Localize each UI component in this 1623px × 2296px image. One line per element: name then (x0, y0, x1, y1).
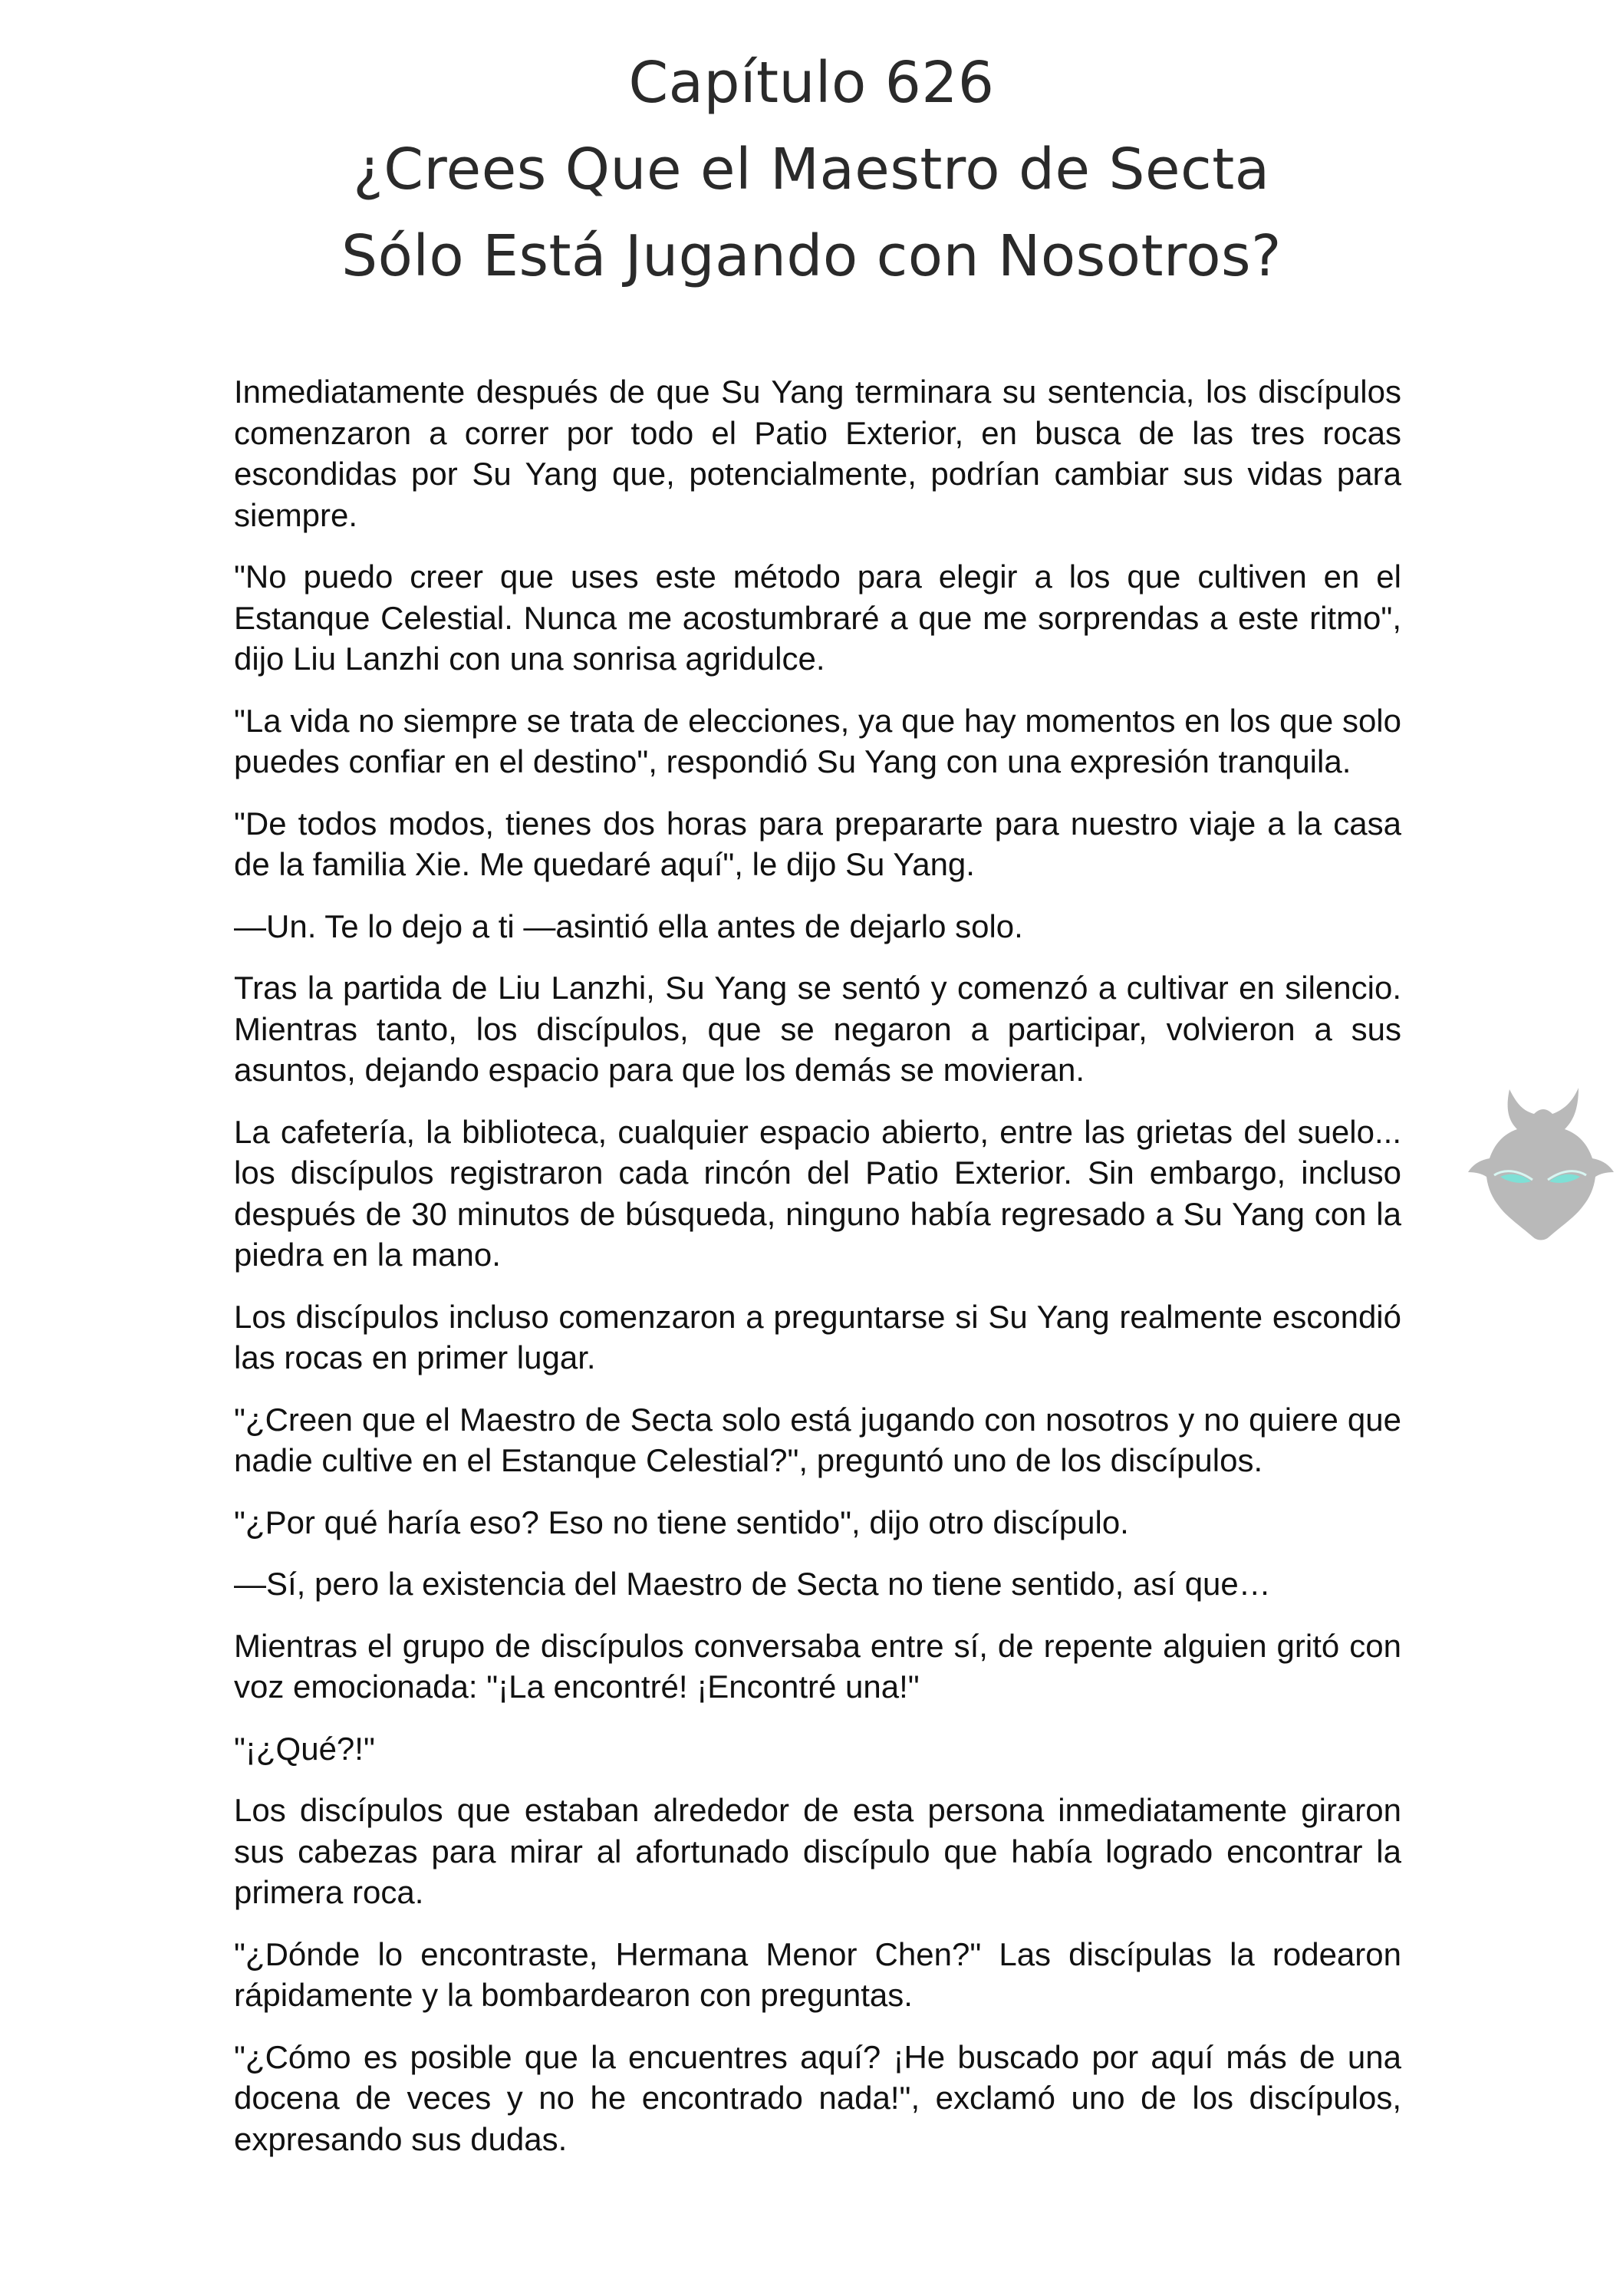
paragraph: Tras la partida de Liu Lanzhi, Su Yang se sentó y comenzó a cultivar en silencio. Mientras tanto, los discípulos, que se negaron a participar, volvieron a sus asuntos, dejando espacio para que los demás se movieran. (234, 970, 1401, 1088)
paragraph: La cafetería, la biblioteca, cualquier espacio abierto, entre las grietas del suelo... los discípulos registraron cada rincón del Patio Exterior. Sin embargo, incluso después de 30 minutos de búsqueda, ninguno había regresado a Su Yang con la piedra en la mano. (234, 1113, 1401, 1273)
paragraph: Inmediatamente después de que Su Yang terminara su sentencia, los discípulos comenzaron a correr por todo el Patio Exterior, en busca de las tres rocas escondidas por Su Yang que, potencialmente, podrían cambiar sus vidas para siempre. (234, 374, 1401, 533)
paragraph: Mientras el grupo de discípulos conversaba entre sí, de repente alguien gritó con voz emocionada: "¡La encontré! ¡Encontré una!" (234, 1627, 1401, 1705)
paragraph: —Un. Te lo dejo a ti —asintió ella antes de dejarlo solo. (234, 908, 1023, 944)
paragraph: "No puedo creer que uses este método para elegir a los que cultiven en el Estanque Celestial. Nunca me acostumbraré a que me sorprendas a este ritmo", dijo Liu Lanzhi con una sonrisa agridulce. (234, 558, 1401, 677)
paragraph: "¿Cómo es posible que la encuentres aquí? ¡He buscado por aquí más de una docena de veces y no he encontrado nada!", exclamó uno de los discípulos, expresando sus dudas. (234, 2038, 1401, 2157)
paragraph: Los discípulos incluso comenzaron a preguntarse si Su Yang realmente escondió las rocas en primer lugar. (234, 1298, 1401, 1375)
chapter-title (0, 40, 1623, 300)
chapter-subtitle-line-1: ¿Crees Que el Maestro de Secta (353, 137, 1270, 203)
chapter-subtitle-line-2: Sólo Está Jugando con Nosotros? (341, 223, 1282, 289)
paragraph: —Sí, pero la existencia del Maestro de Secta no tiene sentido, así que… (234, 1566, 1271, 1602)
chapter-body (234, 371, 1401, 2180)
paragraph: Los discípulos que estaban alrededor de esta persona inmediatamente giraron sus cabezas para mirar al afortunado discípulo que había logrado encontrar la primera roca. (234, 1792, 1401, 1910)
paragraph: "¿Dónde lo encontraste, Hermana Menor Chen?" Las discípulas la rodearon rápidamente y la bombardearon con preguntas. (234, 1935, 1401, 2013)
paragraph: "¿Creen que el Maestro de Secta solo está jugando con nosotros y no quiere que nadie cultive en el Estanque Celestial?", preguntó uno de los discípulos. (234, 1401, 1401, 1478)
paragraph: "La vida no siempre se trata de elecciones, ya que hay momentos en los que solo puedes confiar en el destino", respondió Su Yang con una expresión tranquila. (234, 702, 1401, 779)
chapter-number: Capítulo 626 (628, 50, 995, 116)
paragraph: "De todos modos, tienes dos horas para prepararte para nuestro viaje a la casa de la familia Xie. Me quedaré aquí", le dijo Su Yang. (234, 805, 1401, 882)
demon-head-logo-icon (1463, 1074, 1617, 1250)
paragraph: "¿Por qué haría eso? Eso no tiene sentido", dijo otro discípulo. (234, 1504, 1129, 1540)
paragraph: "¡¿Qué?!" (234, 1730, 375, 1767)
